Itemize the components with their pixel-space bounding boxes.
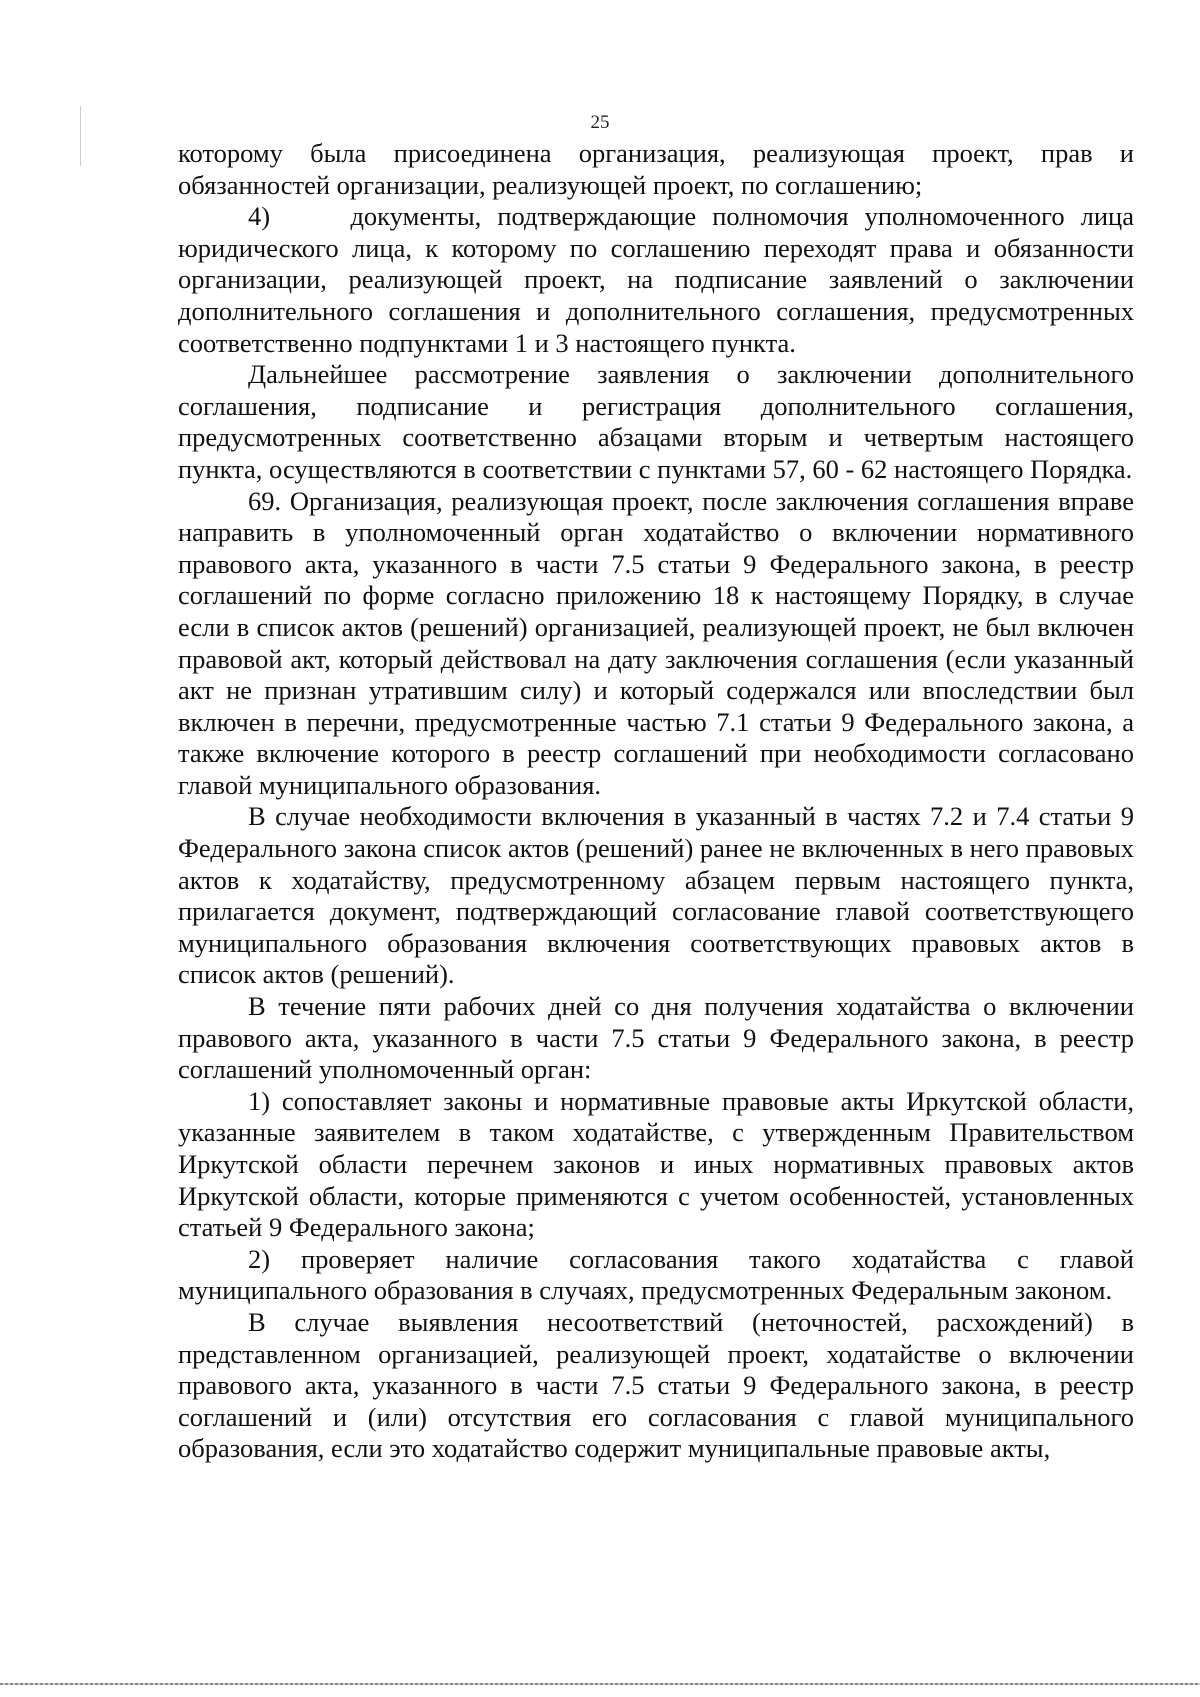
paragraph-item-4: 4) документы, подтверждающие полномочия уполномоченного лица юридического лица, к которому по соглашению переходят права и обязанности организации, реализующей проект, на подписание заявлений о заключении дополнительного соглашения и дополнительного соглашения, предусмотренных соответственно подпунктами 1 и 3 настоящего пункта.	[178, 201, 1134, 358]
paragraph-69: 69. Организация, реализующая проект, после заключения соглашения вправе направить в уполномоченный орган ходатайство о включении нормативного правового акта, указанного в части 7.5 статьи 9 Федерального закона, в реестр соглашений по форме согласно приложению 18 к настоящему Порядку, в случае если в список актов (решений) организацией, реализующей проект, не был включен правовой акт, который действовал на дату заключения соглашения (если указанный акт не признан утратившим силу) и который содержался или впоследствии был включен в перечни, предусмотренные частью 7.1 статьи 9 Федерального закона, а также включение которого в реестр соглашений при необходимости согласовано главой муниципального образования.	[178, 485, 1134, 800]
paragraph-discrepancies: В случае выявления несоответствий (неточностей, расхождений) в представленном организацией, реализующей проект, ходатайстве о включении правового акта, указанного в части 7.5 статьи 9 Федерального закона, в реестр соглашений и (или) отсутствия его согласования с главой муниципального образования, если это ходатайство содержит муниципальные правовые акты,	[178, 1306, 1134, 1464]
paragraph-continuation: которому была присоединена организация, реализующая проект, прав и обязанностей организации, реализующей проект, по соглашению;	[178, 138, 1134, 200]
paragraph-inclusion-need: В случае необходимости включения в указанный в частях 7.2 и 7.4 статьи 9 Федерального закона список актов (решений) ранее не включенных в него правовых актов к ходатайству, предусмотренному абзацем первым настоящего пункта, прилагается документ, подтверждающий согласование главой соответствующего муниципального образования включения соответствующих правовых актов в список актов (решений).	[178, 801, 1134, 990]
paragraph-subitem-1: 1) сопоставляет законы и нормативные правовые акты Иркутской области, указанные заявителем в таком ходатайстве, с утвержденным Правительством Иркутской области перечнем законов и иных нормативных правовых актов Иркутской области, которые применяются с учетом особенностей, установленных статьей 9 Федерального закона;	[178, 1085, 1134, 1243]
document-body	[178, 138, 1134, 1465]
paragraph-further-consideration: Дальнейшее рассмотрение заявления о заключении дополнительного соглашения, подписание и регистрация дополнительного соглашения, предусмотренных соответственно абзацами вторым и четвертым настоящего пункта, осуществляются в соответствии с пунктами 57, 60 - 62 настоящего Порядка.	[178, 359, 1134, 484]
paragraph-subitem-2: 2) проверяет наличие согласования такого ходатайства с главой муниципального образования в случаях, предусмотренных Федеральным законом.	[178, 1243, 1134, 1306]
page-number: 25	[590, 112, 610, 133]
paragraph-five-days: В течение пяти рабочих дней со дня получения ходатайства о включении правового акта, указанного в части 7.5 статьи 9 Федерального закона, в реестр соглашений уполномоченный орган:	[178, 991, 1134, 1085]
scan-bottom-edge	[0, 1683, 1200, 1685]
